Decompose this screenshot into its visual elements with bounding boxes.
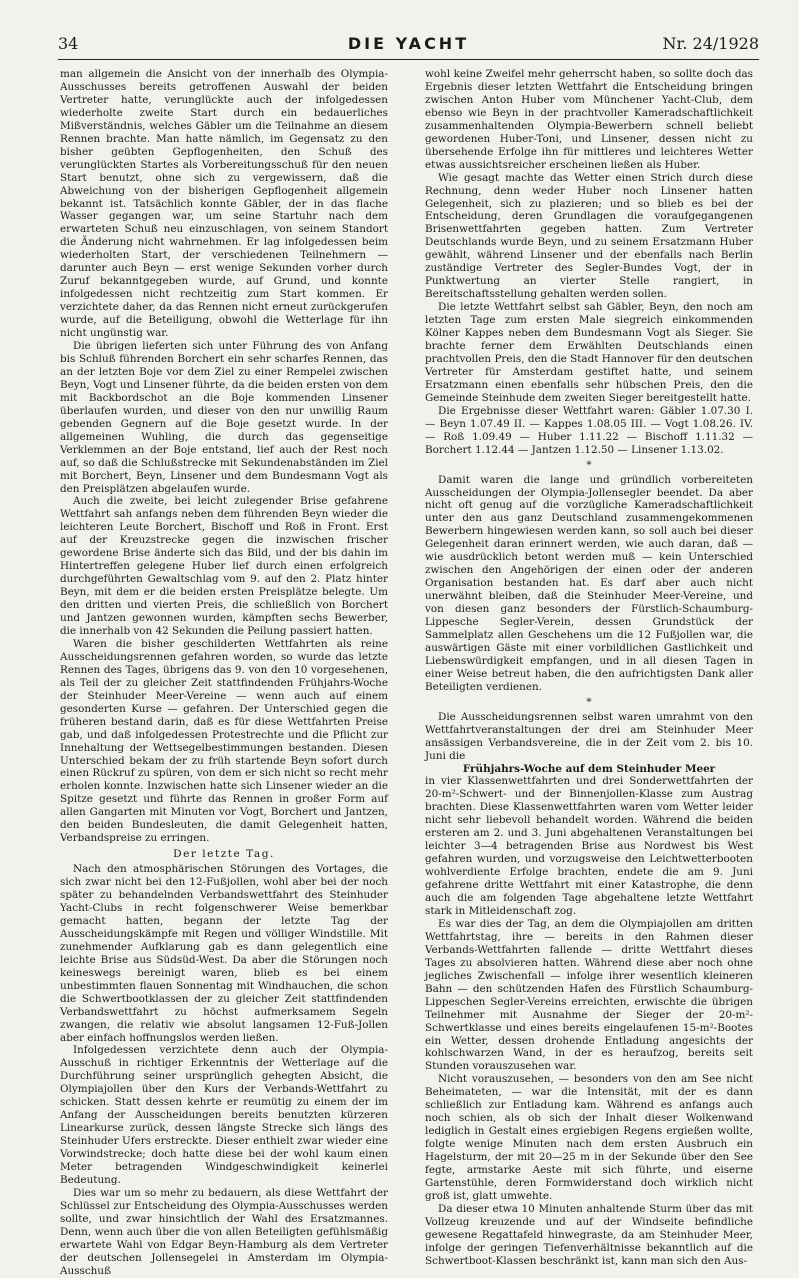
magazine-title: DIE YACHT [347,34,470,53]
issue-number: Nr. 24/1928 [662,34,759,53]
section-heading: Der letzte Tag. [173,848,275,861]
paragraph: Dies war um so mehr zu bedauern, als diese Wettfahrt der Schlüssel zur Entscheidung des Olympia-Ausschusses werden sollte, und zwar hinsichtlich der Wahl des Ersatzmannes. Denn, wenn auch über die von allen Beteiligten gefühlsmäßig erwartete Wahl von Edgar Beyn-Hamburg als dem Vertreter der deutschen Jollensegelei in Amsterdam im Olympia-Ausschuß [60,1186,388,1277]
page-header [58,34,759,58]
paragraph: Nicht vorauszusehen, — besonders von den am See nicht Beheimateten, — war die Intensität, mit der es dann schließlich zur Entladung kam. Während es anfangs auch noch schien, als ob sich der Inhalt dieser Wolkenwand lediglich in Gestalt eines ergiebigen Regens ergießen wollte, folgte wenige Minuten nach dem ersten Ausbruch ein Hagelsturm, der mit 20—25 m in der Sekunde über den See fegte, armstarke Aeste mit sich führte, und eiserne Gartenstühle, deren Formwiderstand doch wirklich nicht groß ist, glatt umwehte. [425,1073,753,1202]
paragraph: Die Ausscheidungsrennen selbst waren umrahmt von den Wettfahrtveranstaltungen der drei am Steinhuder Meer ansässigen Verbandsvereine, die in der Zeit vom 2. bis 10. Juni die [425,710,753,762]
paragraph: Wie gesagt machte das Wetter einen Strich durch diese Rechnung, denn weder Huber noch Linsener hatten Gelegenheit, sich zu plazieren; und so blieb es bei der Entscheidung, deren Grundlagen die voraufgegangenen Brisenwettfahrten gegeben hatten. Zum Vertreter Deutschlands wurde Beyn, und zu seinem Ersatzmann Huber gewählt, während Linsener und der ebenfalls nach Berlin zuständige Vertreter des Segler-Bundes Vogt, der in Punktwertung an vierter Stelle rangiert, in Bereitschaftsstellung gehalten werden sollen. [425,171,753,301]
paragraph: Damit waren die lange und gründlich vorbereiteten Ausscheidungen der Olympia-Jollensegler beendet. Da aber nicht oft genug auf die vorzügliche Kameradschaftlichkeit unter den aus ganz Deutschland zusammengekommenen Bewerbern hingewiesen werden kann, so soll auch bei dieser Gelegenheit daran erinnert werden, wie auch daran, daß — wie ausdrücklich betont werden muß — kein Unterschied zwischen den Angehörigen der einen oder der anderen Organisation bestanden hat. Es darf aber auch nicht unerwähnt bleiben, daß die Steinhuder Meer-Vereine, und von diesen ganz besonders der Fürstlich-Schaumburg-Lippesche Segler-Verein, dessen Grundstück der Sammelplatz allen Geschehens um die 12 Fußjollen war, die auswärtigen Gäste mit einer vorbildlichen Gastlichkeit und Liebenswürdigkeit empfangen, und in all diesen Tagen in einer Weise betreut haben, die den aufrichtigsten Dank aller Beteiligten verdienen. [425,473,753,693]
paragraph: Die übrigen lieferten sich unter Führung des von Anfang bis Schluß führenden Borchert ein sehr scharfes Rennen, das an der letzten Boje vor dem Ziel zu einer Rempelei zwischen Beyn, Vogt und Linsener führte, da die beiden ersten von dem mit Backbordschot an die Boje kommenden Linsener überlaufen wurden, und dieser von den nur unwillig Raum gebenden Gegnern auf die Boje gesetzt wurde. In der allgemeinen Wuhling, die durch das gegenseitige Verklemmen an der Boje entstand, lief auch der Rest noch auf, so daß die Schlußstrecke mit Sekundenabständen im Ziel mit Borchert, Beyn, Linsener und dem Bundesmann Vogt als den Preisplätzen abgelaufen wurde. [60,340,388,495]
right-column [425,68,753,1268]
paragraph: Nach den atmosphärischen Störungen des Vortages, die sich zwar nicht bei den 12-Fußjollen, wohl aber bei der noch später zu behandelnden Verbandswettfahrt des Steinhuder Yacht-Clubs in recht folgenschwerer Weise bemerkbar gemacht hatten, begann der letzte Tag der Ausscheidungskämpfe mit Regen und völliger Windstille. Mit zunehmender Aufklarung gab es dann gelegentlich eine leichte Brise aus Südsüd-West. Da aber die Störungen noch keineswegs bereinigt waren, blieb es bei einem unbestimmten flauen Sonnentag mit Windhauchen, die schon die Schwertbootklassen der zu gleicher Zeit stattfindenden Verbandswettfahrt zu höchst aufmerksamem Segeln zwangen, die relativ wie absolut langsamen 12-Fuß-Jollen aber einfach hoffnungslos werden ließen. [60,863,388,1044]
paragraph: Die Ergebnisse dieser Wettfahrt waren: Gäbler 1.07.30 I. — Beyn 1.07.49 II. — Kappes 1.08.05 III. — Vogt 1.08.26. IV. — Roß 1.09.49 — Huber 1.11.22 — Bischoff 1.11.32 — Borchert 1.12.44 — Jantzen 1.12.50 — Linsener 1.13.02. [425,404,753,456]
paragraph: Auch die zweite, bei leicht zulegender Brise gefahrene Wettfahrt sah anfangs neben dem führenden Beyn wieder die leichteren Leute Borchert, Bischoff und Roß in Front. Erst auf der Kreuzstrecke gegen die inzwischen frischer gewordene Brise änderte sich das Bild, und der bis dahin im Hintertreffen gelegene Huber lief durch einen erfolgreich durchgeführten Gewaltschlag vom 9. auf den 2. Platz hinter Beyn, mit dem er die beiden ersten Preisplätze belegte. Um den dritten und vierten Preis, die schließlich von Borchert und Jantzen gewonnen wurden, kämpften sechs Bewerber, die innerhalb von 42 Sekunden die Peilung passiert hatten. [60,495,388,637]
paragraph: Die letzte Wettfahrt selbst sah Gäbler, Beyn, den noch am letzten Tage zum ersten Male siegreich einkommenden Kölner Kappes neben dem Bundesmann Vogt als Sieger. Sie brachte ferner dem Erwählten Deutschlands einen prachtvollen Preis, den die Stadt Hannover für den deutschen Vertreter für Amsterdam gestiftet hatte, und seinem Ersatzmann einen ebenfalls sehr hübschen Preis, den die Gemeinde Steinhude dem zweiten Sieger bereitgestellt hatte. [425,301,753,404]
left-column [60,68,388,1278]
paragraph: Infolgedessen verzichtete denn auch der Olympia-Ausschuß in richtiger Erkenntnis der Wetterlage auf die Durchführung seiner ursprünglich gehegten Absicht, die Olympiajollen über den Kurs der Verbands-Wettfahrt zu schicken. Statt dessen kehrte er reumütig zu einem der im Anfang der Ausscheidungen bereits benutzten kürzeren Linearkurse zurück, dessen längste Strecke sich längs des Steinhuder Ufers erstreckte. Dieser enthielt zwar wieder eine Vorwindstrecke; doch hatte diese bei der wohl kaum einen Meter betragenden Windgeschwindigkeit keinerlei Bedeutung. [60,1044,388,1187]
section-divider-star: * [586,458,592,471]
header-rule [58,59,759,60]
section-divider-star: * [586,695,592,708]
bold-heading: Frühjahrs-Woche auf dem Steinhuder Meer [462,762,716,775]
page-number: 34 [58,34,79,53]
paragraph: wohl keine Zweifel mehr geherrscht haben, so sollte doch das Ergebnis dieser letzten Wettfahrt die Entscheidung bringen zwischen Anton Huber vom Münchener Yacht-Club, dem ebenso wie Beyn in der prachtvoller Kameradschaftlichkeit zusammenhaltenden Olympia-Bewerbern schnell beliebt gewordenen Huber-Toni, und Linsener, dessen nicht zu übersehende Erfolge ihn für mittleres und leichteres Wetter etwas aussichtsreicher erscheinen ließen als Huber. [425,68,753,171]
paragraph: Waren die bisher geschilderten Wettfahrten als reine Ausscheidungsrennen gefahren worden, so wurde das letzte Rennen des Tages, übrigens das 9. von den 10 vorgesehenen, als Teil der zu gleicher Zeit stattfindenden Frühjahrs-Woche der Steinhuder Meer-Vereine — wenn auch auf einem gesonderten Kurse — gefahren. Der Unterschied gegen die früheren bestand darin, daß es für diese Wettfahrten Preise gab, und daß infolgedessen Protestrechte und die Pflicht zur Innehaltung der Wettsegelbestimmungen bestanden. Diesen Unterschied bekam der zu früh startende Beyn sofort durch einen Rückruf zu spüren, von dem er sich nicht so recht mehr erholen konnte. Inzwischen hatte sich Linsener wieder an die Spitze gesetzt und führte das Rennen in großer Form auf allen Gangarten mit Minuten vor Vogt, Borchert und Jantzen, den beiden Bundesleuten, die damit Gelegenheit hatten, Verbandspreise zu erringen. [60,637,388,845]
paragraph: Da dieser etwa 10 Minuten anhaltende Sturm über das mit Vollzeug kreuzende und auf der Windseite befindliche gewesene Regattafeld hinwegraste, da am Steinhuder Meer, infolge der geringen Tiefenverhältnisse bekanntlich auf die Schwertboot-Klassen beschränkt ist, kann man sich den Aus- [425,1202,753,1267]
paragraph: Es war dies der Tag, an dem die Olympiajollen am dritten Wettfahrtstag, ihre — bereits in den Rahmen dieser Verbands-Wettfahrten fallende — dritte Wettfahrt dieses Tages zu absolvieren hatten. Während diese aber noch ohne jegliches Zwischenfall — infolge ihrer wesentlich kleineren Bahn — den schützenden Hafen des Fürstlich Schaumburg-Lippeschen Segler-Vereins erreichten, erwischte die übrigen Teilnehmer mit Ausnahme der Sieger der 20-m²-Schwertklasse und eines bereits eingelaufenen 15-m²-Bootes ein Wetter, dessen drohende Entladung angesichts der kohlschwarzen Wand, in der es heraufzog, bereits seit Stunden vorauszusehen war. [425,917,753,1073]
paragraph: in vier Klassenwettfahrten und drei Sonderwettfahrten der 20-m²-Schwert- und der Binnenjollen-Klasse zum Austrag brachten. Diese Klassenwettfahrten waren vom Wetter leider nicht sehr liebevoll behandelt worden. Während die beiden ersteren am 2. und 3. Juni abgehaltenen Veranstaltungen bei leichter 3—4 betragenden Brise aus Nordwest bis West gefahren wurden, und vorzugsweise den Leichtwetterbooten wohlverdiente Erfolge brachten, endete die am 9. Juni gefahrene dritte Wettfahrt mit einer Katastrophe, die denn auch die am folgenden Tage abgehaltene letzte Wettfahrt stark in Mitleidenschaft zog. [425,775,753,917]
paragraph: man allgemein die Ansicht von der innerhalb des Olympia-Ausschusses bereits getroffenen Auswahl der beiden Vertreter hatte, verunglückte auch der infolgedessen wiederholte zweite Start durch ein bedauerliches Mißverständnis, welches Gäbler um die Teilnahme an diesem Rennen brachte. Man hatte nämlich, im Gegensatz zu den bisher geübten Gepflogenheiten, den Schuß des verunglückten Startes als Vorbereitungsschuß für den neuen Start benutzt, ohne sich zu vergewissern, daß die Abweichung von der bisherigen Gepflogenheit allgemein bekannt ist. Tatsächlich konnte Gäbler, der in das flache Wasser gegangen war, um seine Startuhr nach dem erwarteten Schuß neu einzuschlagen, von seinem Standort die Änderung nicht wahrnehmen. Er lag infolgedessen beim wiederholten Start, der verschiedenen Teilnehmern — darunter auch Beyn — erst wenige Sekunden vorher durch Zuruf bekanntgegeben wurde, auf Grund, und konnte infolgedessen nicht rechtzeitig zum Start kommen. Er verzichtete daher, da das Rennen nicht erneut zurückgerufen wurde, auf die Beteiligung, obwohl die Wetterlage für ihn nicht ungünstig war. [60,68,388,340]
